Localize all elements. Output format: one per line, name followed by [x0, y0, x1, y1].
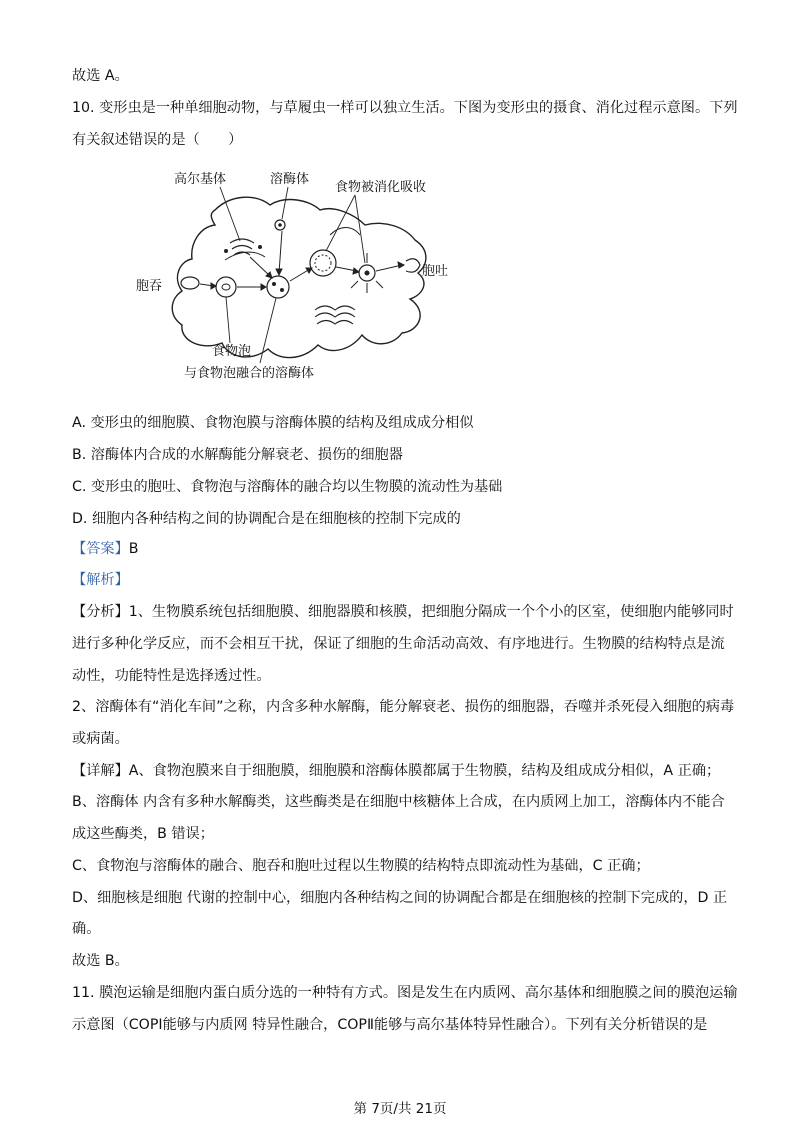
nucleus — [315, 306, 355, 310]
flow-arrow — [376, 265, 402, 271]
fenxi-tag: 【分析】 — [72, 604, 129, 620]
leader-lysosome — [282, 187, 288, 219]
endocytosis-vesicle — [181, 277, 199, 289]
point2-line1: 2、溶酶体有“消化车间”之称，内含多种水解酶，能分解衰老、损伤的细胞器，吞噬并杀死侵入细胞的病毒 — [72, 699, 735, 715]
golgi-stack — [232, 246, 252, 250]
fused-lysosome-dot — [272, 282, 276, 286]
leader-digest-b — [355, 195, 365, 263]
detail-line6: 确。 — [72, 921, 101, 937]
label-fused: 与食物泡融合的溶酶体 — [184, 366, 315, 381]
answer-tag: 【答案】 — [72, 541, 129, 557]
q10-stem-line2: 有关叙述错误的是（ ） — [72, 132, 243, 148]
fenxi-text1: 1、生物膜系统包括细胞膜、细胞器膜和核膜，把细胞分隔成一个个小的区室，使细胞内能够同时 — [128, 604, 734, 620]
label-endocytosis: 胞吞 — [136, 279, 163, 294]
point2-line2: 或病菌。 — [72, 731, 129, 747]
food-vacuole — [216, 277, 236, 297]
detail-text1: A、食物泡膜来自于细胞膜，细胞膜和溶酶体膜都属于生物膜，结构及组成成分相似，A 正确； — [128, 763, 721, 779]
q11-stem-line2: 示意图（COPⅠ能够与内质网 特异性融合，COPⅡ能够与高尔基体特异性融合）。下列有关分析错误的是 — [72, 1017, 708, 1033]
label-lysosome: 溶酶体 — [270, 172, 310, 187]
label-exocytosis: 胞吐 — [422, 264, 449, 279]
analysis-tag: 【解析】 — [72, 572, 129, 588]
q10-option-a: A. 变形虫的细胞膜、食物泡膜与溶酶体膜的结构及组成成分相似 — [72, 415, 474, 431]
digesting-vacuole — [310, 250, 336, 276]
q10-stem-line1: 10. 变形虫是一种单细胞动物，与草履虫一样可以独立生活。下图为变形虫的摄食、消化过程示意图。下列 — [72, 100, 738, 116]
amoeba-cell-outline — [172, 197, 426, 357]
arrowhead — [353, 268, 359, 274]
detail-line3: 成这些酶类，B 错误； — [72, 826, 214, 842]
leader-golgi — [220, 187, 240, 241]
nucleus — [315, 313, 355, 317]
fused-lysosome — [267, 276, 289, 298]
label-golgi: 高尔基体 — [174, 172, 227, 187]
q10-conclusion: 故选 B。 — [72, 953, 129, 969]
golgi-vesicle — [224, 249, 228, 253]
fused-lysosome-dot — [280, 288, 284, 292]
exocytosis-vesicle — [406, 259, 420, 272]
flow-arrow — [290, 269, 310, 281]
arrowhead — [211, 283, 216, 289]
golgi-vesicle — [258, 245, 262, 249]
fenxi-line2: 进行多种化学反应，而不会相互干扰，保证了细胞的生命活动高效、有序地进行。生物膜的结构特点是流 — [72, 636, 725, 652]
amoeba-inner-curve — [225, 252, 265, 260]
detail-line5: D、细胞核是细胞 代谢的控制中心，细胞内各种结构之间的协调配合都是在细胞核的控制下完成的，D 正 — [72, 890, 728, 906]
flow-arrow — [279, 231, 282, 273]
q10-option-c: C. 变形虫的胞吐、食物泡与溶酶体的融合均以生物膜的流动性为基础 — [72, 479, 503, 495]
absorb-arrow — [351, 281, 358, 288]
detail-tag: 【详解】 — [72, 763, 129, 779]
q10-answer — [72, 539, 139, 559]
leader-food-vacuole — [226, 297, 230, 343]
amoeba-diagram — [130, 165, 460, 385]
lysosome-core — [278, 223, 282, 227]
absorbing-vacuole-core — [365, 271, 370, 276]
q11-stem-line1: 11. 膜泡运输是细胞内蛋白质分选的一种特有方式。图是发生在内质网、高尔基体和细胞膜之间的膜泡运输 — [72, 985, 738, 1001]
fenxi-line1 — [72, 602, 734, 622]
detail-line4: C、食物泡与溶酶体的融合、胞吞和胞吐过程以生物膜的结构特点即流动性为基础，C 正确； — [72, 858, 650, 874]
arrowhead — [261, 284, 266, 290]
flow-arrow — [250, 257, 270, 276]
q10-option-b: B. 溶酶体内合成的水解酶能分解衰老、损伤的细胞器 — [72, 447, 403, 463]
answer-value: B — [128, 541, 139, 557]
nucleus — [317, 321, 353, 325]
leader-digest-a — [326, 195, 355, 251]
arrowhead — [276, 269, 282, 275]
absorb-arrow — [376, 281, 383, 288]
detail-line1 — [72, 761, 720, 781]
label-digest: 食物被消化吸收 — [335, 180, 427, 195]
page-footer: 第 7页/共 21页 — [353, 1101, 447, 1117]
fenxi-line3: 动性，功能特性是选择透过性。 — [72, 668, 271, 684]
q10-option-d: D. 细胞内各种结构之间的协调配合是在细胞核的控制下完成的 — [72, 511, 461, 527]
food-particle — [222, 284, 230, 290]
detail-line2: B、溶酶体 内含有多种水解酶类，这些酶类是在细胞中核糖体上合成，在内质网上加工，溶酶体内不能合 — [72, 794, 725, 810]
digesting-vacuole-inner — [315, 255, 331, 271]
golgi-stack — [230, 239, 254, 243]
prev-conclusion: 故选 A。 — [72, 68, 129, 84]
arrowhead — [398, 262, 404, 268]
label-food-vacuole: 食物泡 — [212, 344, 252, 359]
